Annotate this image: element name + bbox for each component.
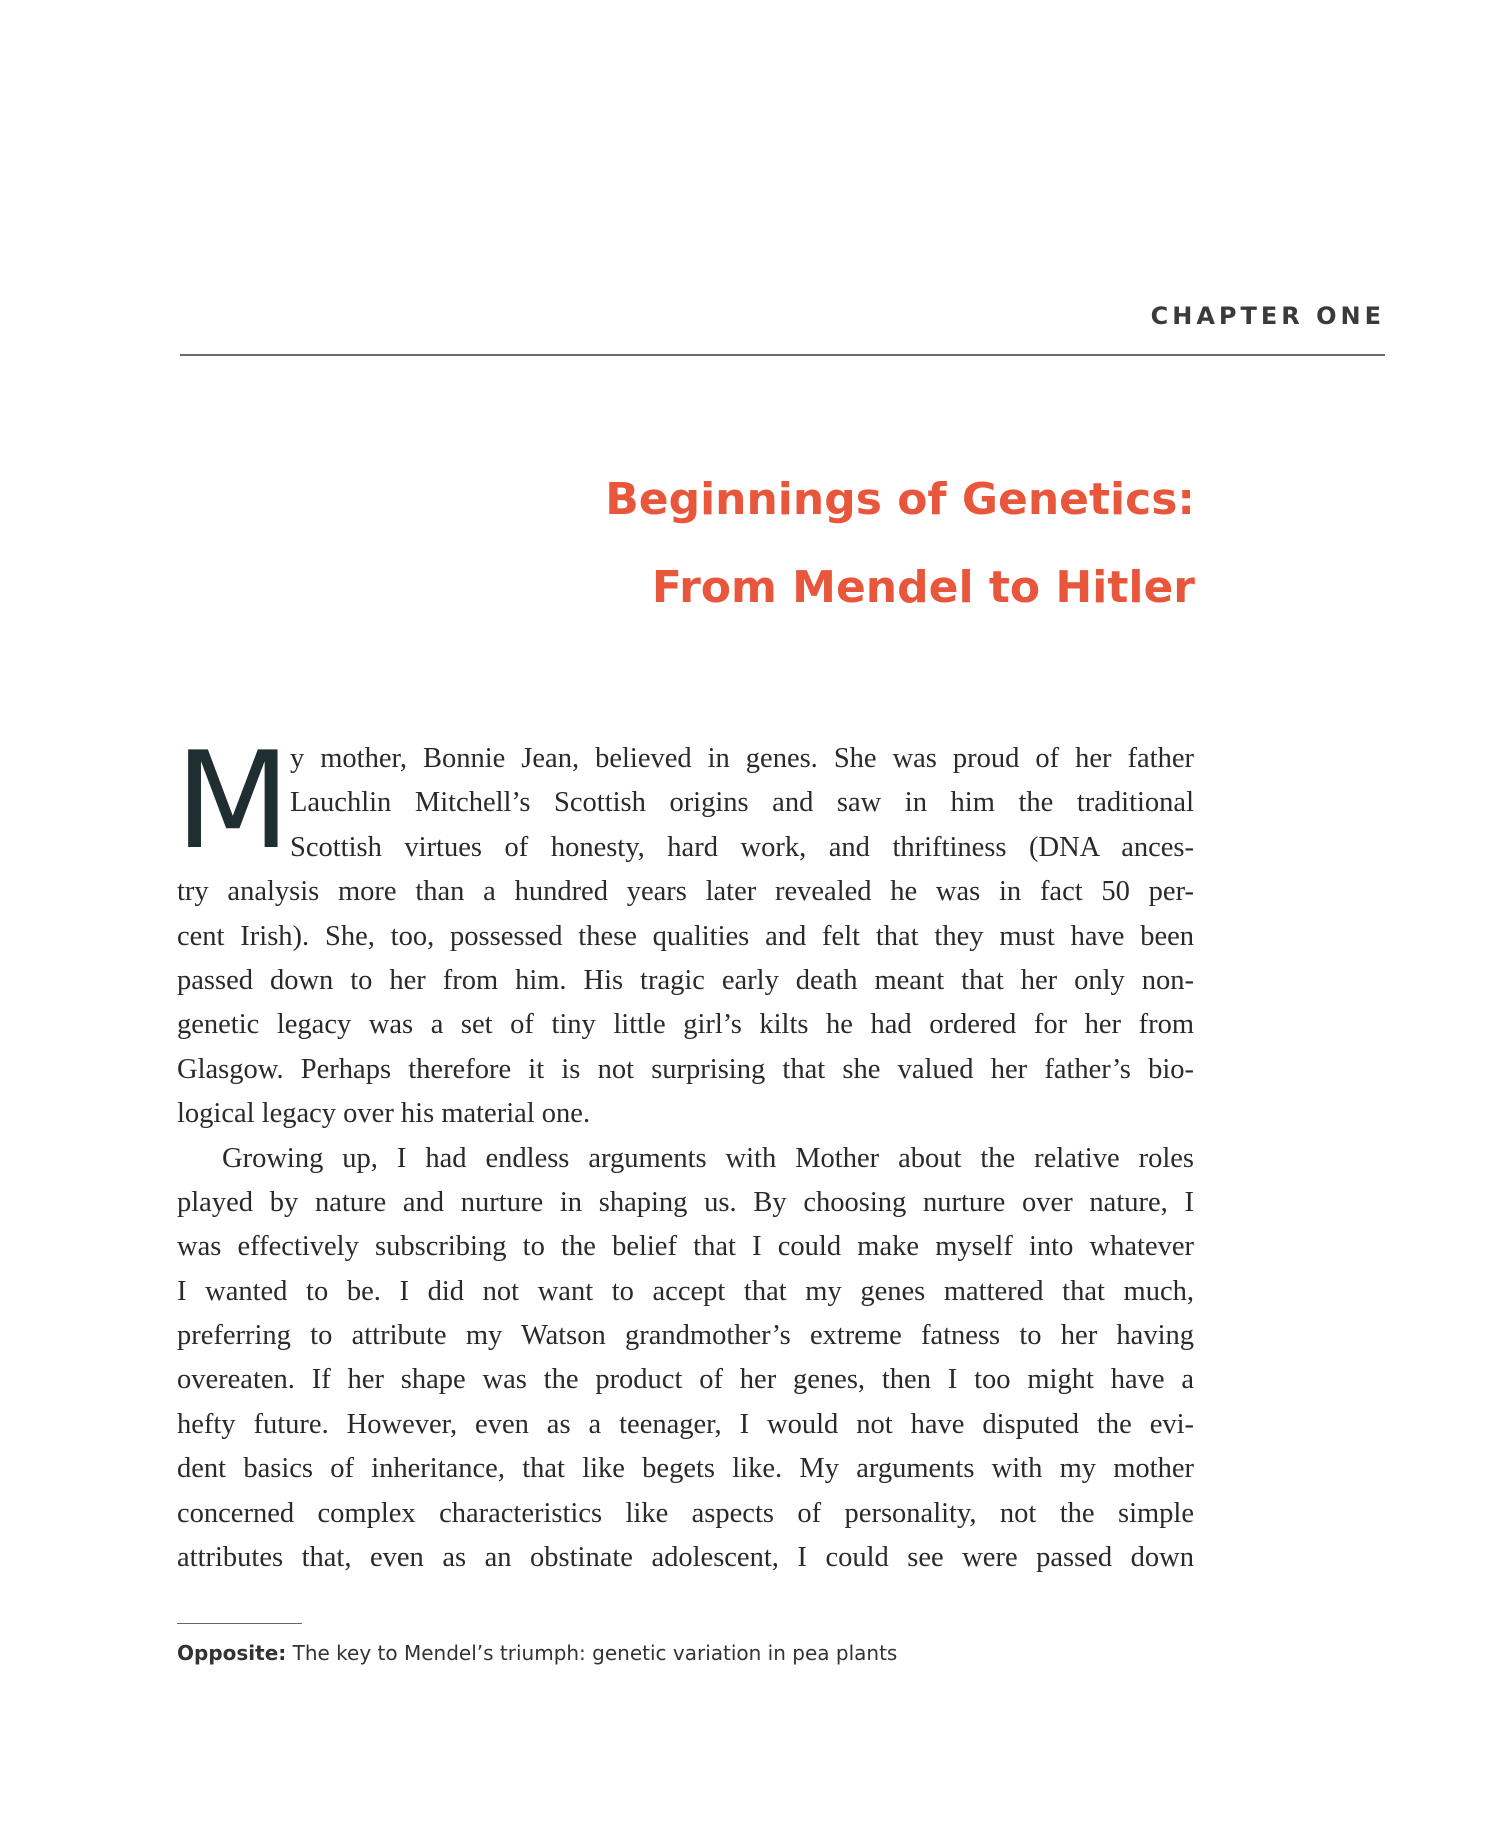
chapter-title: [605, 456, 1195, 632]
caption-text: The key to Mendel’s triumph: genetic variation in pea plants: [286, 1641, 898, 1665]
drop-cap: M: [175, 723, 291, 879]
paragraph-line: cent Irish). She, too, possessed these qualities and felt that they must have been: [177, 920, 1194, 952]
caption-divider: [177, 1623, 302, 1624]
paragraph-line: Scottish virtues of honesty, hard work, and thriftiness (DNA ances-: [290, 831, 1194, 863]
paragraph-line: y mother, Bonnie Jean, believed in genes. She was proud of her father: [290, 743, 1194, 774]
paragraph-line: concerned complex characteristics like aspects of personality, not the simple: [177, 1497, 1194, 1529]
chapter-title-line-2: From Mendel to Hitler: [651, 562, 1195, 613]
paragraph-line: passed down to her from him. His tragic early death meant that her only non-: [177, 964, 1194, 996]
paragraph-line: genetic legacy was a set of tiny little girl’s kilts he had ordered for her from: [177, 1009, 1194, 1041]
paragraph-line: preferring to attribute my Watson grandmother’s extreme fatness to her having: [177, 1320, 1194, 1352]
paragraph-line: I wanted to be. I did not want to accept that my genes mattered that much,: [177, 1275, 1194, 1307]
paragraph-line: Glasgow. Perhaps therefore it is not surprising that she valued her father’s bio-: [177, 1053, 1194, 1085]
paragraph-line: overeaten. If her shape was the product of her genes, then I too might have a: [177, 1364, 1194, 1396]
paragraph-line: Lauchlin Mitchell’s Scottish origins and saw in him the traditional: [290, 787, 1194, 819]
chapter-label: CHAPTER ONE: [1150, 302, 1385, 330]
body-text: [177, 737, 1194, 1580]
caption-label: Opposite:: [177, 1641, 287, 1665]
paragraph-line: was effectively subscribing to the belief that I could make myself into whatever: [177, 1231, 1194, 1263]
paragraph-line: Growing up, I had endless arguments with Mother about the relative roles: [222, 1142, 1194, 1174]
paragraph-line: dent basics of inheritance, that like begets like. My arguments with my mother: [177, 1453, 1194, 1485]
paragraph-line: logical legacy over his material one.: [177, 1098, 591, 1130]
paragraph-line: played by nature and nurture in shaping us. By choosing nurture over nature, I: [177, 1186, 1194, 1218]
chapter-title-line-1: Beginnings of Genetics:: [605, 474, 1195, 525]
chapter-divider: [180, 354, 1385, 356]
paragraph-1: [177, 737, 1194, 1137]
figure-caption: [177, 1641, 897, 1665]
paragraph-line: hefty future. However, even as a teenager, I would not have disputed the evi-: [177, 1408, 1194, 1440]
paragraph-2: [177, 1137, 1194, 1581]
paragraph-line: try analysis more than a hundred years later revealed he was in fact 50 per-: [177, 876, 1194, 908]
paragraph-line: attributes that, even as an obstinate adolescent, I could see were passed down: [177, 1542, 1194, 1574]
